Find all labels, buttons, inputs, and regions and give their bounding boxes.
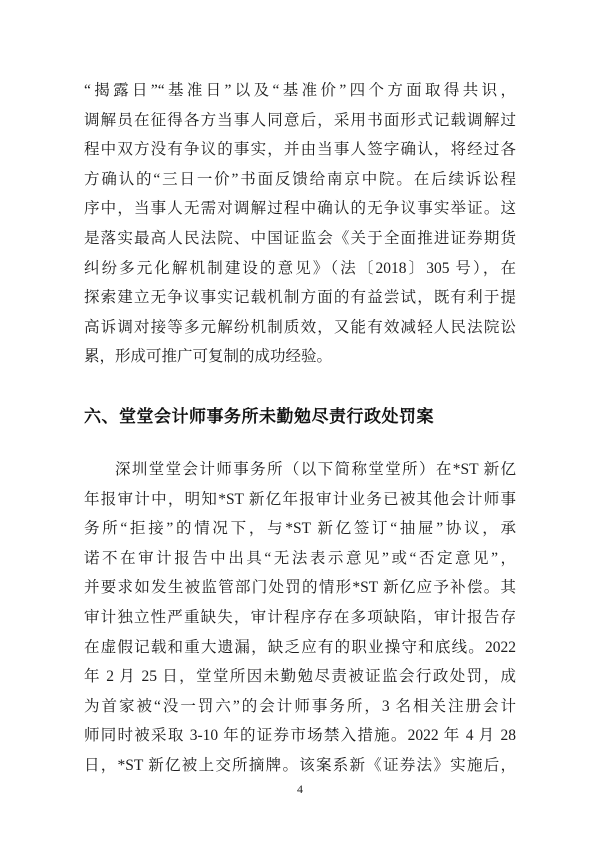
text-line: 是落实最高人民法院、中国证监会《关于全面推进证券期货 xyxy=(84,229,516,247)
text-line: 并要求如发生被监管部门处罚的情形*ST 新亿应予补偿。其 xyxy=(84,579,516,597)
text-line: 调解员在征得各方当事人同意后，采用书面形式记载调解过 xyxy=(84,111,516,129)
text-line: 高诉调对接等多元解纷机制质效，又能有效减轻人民法院讼 xyxy=(84,318,516,336)
paragraph-accounting-firm-case xyxy=(84,455,516,781)
text-line: 审计独立性严重缺失，审计程序存在多项缺陷，审计报告存 xyxy=(84,608,516,626)
text-line: 序中，当事人无需对调解过程中确认的无争议事实举证。这 xyxy=(84,200,516,218)
text-line: 诺不在审计报告中出具“无法表示意见”或“否定意见”， xyxy=(84,549,516,567)
page-number: 4 xyxy=(297,782,303,796)
text-line: “揭露日”“基准日”以及“基准价”四个方面取得共识， xyxy=(84,82,516,99)
text-line: 师同时被采取 3-10 年的证券市场禁入措施。2022 年 4 月 28 xyxy=(84,727,516,745)
section-heading: 六、堂堂会计师事务所未勤勉尽责行政处罚案 xyxy=(84,407,434,426)
text-line: 纠纷多元化解机制建设的意见》（法〔2018〕305 号），在 xyxy=(84,259,516,277)
text-line: 在虚假记载和重大遗漏，缺乏应有的职业操守和底线。2022 xyxy=(84,638,516,656)
text-line: 年报审计中，明知*ST 新亿年报审计业务已被其他会计师事 xyxy=(84,490,516,508)
text-line: 累，形成可推广可复制的成功经验。 xyxy=(84,348,333,366)
paragraph-mediation-continuation xyxy=(84,76,516,372)
text-line: 方确认的“三日一价”书面反馈给南京中院。在后续诉讼程 xyxy=(84,170,516,188)
text-line: 日，*ST 新亿被上交所摘牌。该案系新《证券法》实施后， xyxy=(84,756,516,774)
text-line: 深圳堂堂会计师事务所（以下简称堂堂所）在*ST 新亿 xyxy=(115,461,516,478)
text-line: 探索建立无争议事实记载机制方面的有益尝试，既有利于提 xyxy=(84,289,516,307)
text-line: 年 2 月 25 日，堂堂所因未勤勉尽责被证监会行政处罚，成 xyxy=(84,668,516,686)
text-line: 为首家被“没一罚六”的会计师事务所，3 名相关注册会计 xyxy=(84,697,516,715)
text-line: 务所“拒接”的情况下，与*ST 新亿签订“抽屉”协议，承 xyxy=(84,520,516,538)
text-line: 程中双方没有争议的事实，并由当事人签字确认，将经过各 xyxy=(84,141,516,159)
